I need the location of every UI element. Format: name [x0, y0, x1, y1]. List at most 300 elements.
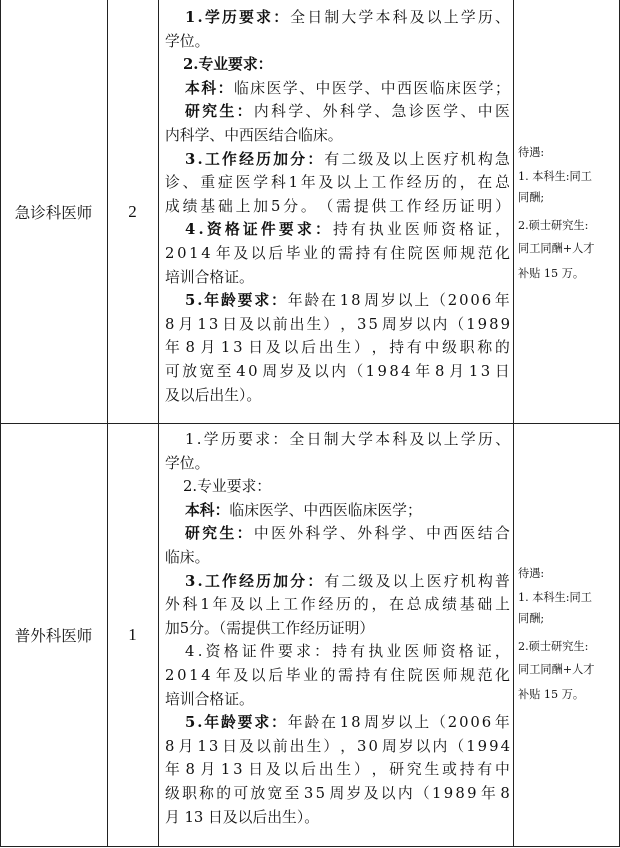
requirement-text: 持 — [332, 643, 348, 661]
requirement-text: 出 — [289, 315, 305, 333]
requirement-text: 9 — [489, 737, 499, 755]
requirement-line — [165, 618, 510, 640]
requirement-text: 3 — [303, 785, 314, 802]
requirement-text: 职 — [459, 339, 475, 357]
requirement-heading: 研 — [185, 103, 200, 121]
requirement-text: 1 — [189, 245, 199, 262]
requirement-text: 有 — [477, 761, 493, 779]
requirement-text: 可 — [165, 363, 180, 380]
requirement-text: 9 — [467, 785, 477, 802]
headcount: 2 — [128, 201, 137, 221]
requirement-text: 以 — [415, 315, 431, 333]
requirement-line — [165, 290, 510, 312]
requirement-text: ） — [323, 737, 339, 755]
requirement-text: 0 — [248, 363, 258, 380]
requirement-text: 0 — [470, 714, 480, 732]
requirement-text: 后 — [301, 761, 316, 779]
benefit-line: 同酬; — [518, 612, 545, 625]
requirement-text: 中 — [380, 79, 396, 97]
requirement-heading: . — [197, 150, 203, 168]
requirement-text: （ — [414, 785, 430, 802]
requirement-line — [165, 149, 510, 171]
requirement-line — [165, 78, 510, 100]
requirement-text: 本 — [375, 9, 391, 26]
requirement-text: 的 — [320, 667, 336, 684]
requirement-text: 2 — [165, 667, 175, 684]
requirement-text: 急 — [495, 150, 510, 168]
requirement-text: 4 — [500, 737, 510, 755]
requirement-text: 总 — [406, 596, 422, 614]
table-column-divider — [158, 0, 159, 847]
requirement-text: 中 — [477, 103, 493, 121]
requirement-text: 有 — [350, 221, 366, 239]
requirement-text: 0 — [177, 667, 187, 684]
requirement-text: 中 — [424, 339, 440, 357]
requirement-text: ， — [459, 174, 475, 192]
requirement-text: 岁 — [380, 714, 396, 732]
requirement-heading: 经 — [239, 572, 254, 590]
requirement-text: （ — [318, 197, 334, 215]
requirement-text: 至 — [216, 363, 232, 380]
table-column-divider — [513, 0, 514, 847]
position-name: 急诊科医师 — [14, 203, 93, 222]
requirement-text: 制 — [323, 431, 339, 448]
requirement-text: 龄 — [304, 714, 320, 732]
requirement-text: 有 — [350, 643, 366, 661]
requirement-heading: 分 — [290, 572, 306, 590]
position-name: 普外科医师 — [14, 626, 93, 645]
requirement-line — [165, 314, 510, 336]
requirement-text: 年 — [165, 761, 180, 779]
requirement-heading: 科 — [201, 79, 217, 97]
requirement-text: 证 — [476, 643, 492, 661]
requirement-text: 加5分。（需提供工作经历证明） — [165, 619, 375, 637]
requirement-text: 8 — [165, 737, 175, 755]
requirement-text: 师 — [442, 667, 458, 684]
requirement-text: 制 — [324, 9, 340, 26]
requirement-text: 急 — [391, 103, 407, 121]
requirement-text: ， — [371, 596, 387, 614]
requirement-text: （ — [348, 363, 364, 380]
requirement-text: 学位。 — [165, 32, 210, 50]
requirement-text: 二 — [341, 572, 357, 590]
requirement-text: 宽 — [267, 785, 283, 802]
requirement-text: 以 — [283, 339, 299, 357]
requirement-text: 研 — [389, 761, 405, 779]
requirement-line — [165, 807, 510, 829]
requirement-text: 工 — [371, 174, 387, 192]
requirement-text: 年 — [165, 339, 180, 357]
requirement-text: 科 — [392, 431, 408, 448]
requirement-text: 外 — [357, 525, 372, 543]
requirement-text: 年 — [300, 174, 316, 192]
requirement-text: 医 — [271, 525, 286, 543]
requirement-text: 外 — [165, 596, 180, 614]
requirement-text: 及 — [265, 761, 281, 779]
requirement-text: 学 — [348, 79, 363, 97]
requirement-text: 及 — [230, 596, 246, 614]
requirement-text: 资 — [440, 643, 456, 661]
requirement-text: 8 — [185, 339, 195, 357]
requirement-heading: 5 — [185, 292, 196, 310]
table-bottom-border — [0, 846, 620, 847]
requirement-text: 9 — [500, 315, 510, 333]
requirement-text: 结 — [477, 525, 493, 543]
benefit-line: 同工同酬+人才 — [518, 242, 595, 255]
requirement-text: 生 — [306, 737, 322, 755]
requirement-text: 要 — [238, 431, 253, 448]
requirement-text: 周 — [381, 737, 397, 755]
requirement-heading: . — [198, 221, 204, 239]
requirement-text: 日 — [306, 431, 322, 448]
requirement-text: 及 — [239, 737, 254, 755]
requirement-heading: ： — [217, 79, 233, 97]
requirement-text: 医 — [405, 221, 420, 239]
requirement-text: . — [196, 431, 202, 448]
requirement-text: 机 — [460, 150, 476, 168]
requirement-heading: 求 — [256, 9, 271, 26]
requirement-text: 作 — [389, 174, 404, 192]
requirement-text: 诊 — [408, 103, 424, 121]
requirement-heading: 5 — [185, 714, 196, 732]
requirement-text: 临 — [429, 79, 445, 97]
requirement-text: 1 — [339, 714, 350, 732]
requirement-text: 及 — [318, 174, 334, 192]
requirement-text: 岁 — [346, 785, 362, 802]
requirement-text: ， — [340, 737, 356, 755]
requirement-text: 经 — [318, 596, 334, 614]
requirement-text: 大 — [340, 431, 356, 448]
requirement-text: 本 — [375, 431, 391, 448]
requirement-heading: 2.专业要求： — [183, 56, 273, 74]
requirement-heading: 件 — [260, 221, 276, 239]
requirement-heading: 历 — [256, 572, 271, 590]
requirement-text: 、 — [305, 103, 321, 121]
requirement-text: 1 — [288, 174, 299, 192]
requirement-text: 资 — [205, 643, 221, 661]
requirement-text: 持 — [355, 245, 371, 262]
requirement-line — [165, 54, 510, 76]
requirement-text: 称 — [199, 785, 214, 802]
requirement-text: 格 — [459, 221, 474, 239]
requirement-text: 3 — [357, 737, 367, 755]
requirement-heading: 分 — [290, 150, 306, 168]
requirement-text: 供 — [371, 197, 387, 215]
requirement-text: 医 — [413, 79, 429, 97]
requirement-text: 级 — [165, 785, 180, 802]
requirement-heading: 加 — [273, 150, 289, 168]
requirement-heading: 学 — [204, 9, 220, 26]
requirement-text: ， — [340, 315, 356, 333]
requirement-text: 历 — [477, 9, 493, 26]
requirement-text: 床 — [446, 79, 461, 97]
requirement-text: 医 — [494, 103, 510, 121]
requirement-text: 出 — [289, 737, 305, 755]
requirement-text: 机 — [460, 572, 476, 590]
requirement-text: 9 — [377, 363, 387, 380]
requirement-text: 证 — [459, 197, 475, 215]
requirement-line — [165, 783, 510, 805]
requirement-text: 有 — [372, 667, 388, 684]
requirement-heading: 要 — [239, 9, 254, 26]
requirement-text: 以 — [397, 714, 413, 732]
requirement-text: 日 — [494, 363, 510, 380]
requirement-text: 以 — [283, 761, 299, 779]
requirement-text: 学 — [288, 103, 304, 121]
requirement-text: 4 — [201, 667, 211, 684]
requirement-text: 成 — [424, 596, 440, 614]
requirement-heading: 历 — [256, 150, 271, 168]
requirement-text: 3 — [233, 761, 243, 779]
requirement-text: 症 — [217, 174, 233, 192]
requirement-text: 0 — [368, 737, 378, 755]
requirement-text: 8 — [389, 363, 399, 380]
benefit-line: 2.硕士研究生: — [518, 219, 589, 232]
requirement-text: 1 — [197, 315, 207, 333]
benefit-line: 待遇: — [518, 146, 545, 159]
requirement-text: 诊 — [165, 174, 180, 192]
requirement-text: 普 — [495, 572, 510, 590]
requirement-heading: 龄 — [220, 714, 236, 732]
requirement-text: 业 — [387, 221, 402, 239]
requirement-text: 宽 — [199, 363, 215, 380]
requirement-heading: 本科： — [185, 501, 230, 519]
requirement-text: 科 — [339, 103, 355, 121]
requirement-heading: 究 — [202, 103, 218, 121]
requirement-text: 、 — [495, 431, 510, 448]
requirement-text: ； — [494, 79, 510, 97]
requirement-line — [165, 337, 510, 359]
requirement-text: 业 — [386, 643, 402, 661]
requirement-text: 周 — [329, 785, 345, 802]
requirement-text: 分 — [283, 197, 299, 215]
requirement-text: 医 — [404, 643, 420, 661]
requirement-text: 月 — [178, 315, 194, 333]
requirement-text: 1 — [466, 315, 476, 333]
headcount: 1 — [128, 624, 137, 644]
requirement-text: 医 — [331, 79, 347, 97]
requirement-text: （ — [431, 714, 446, 732]
requirement-text: 规 — [460, 667, 476, 684]
requirement-text: （ — [431, 292, 446, 310]
requirement-text: 需 — [338, 667, 353, 684]
requirement-text: 中 — [315, 79, 331, 97]
requirement-text: 学位。 — [165, 454, 210, 472]
requirement-text: 至 — [284, 785, 300, 802]
requirement-text: 以 — [336, 174, 351, 192]
requirement-heading: . — [197, 292, 203, 310]
requirement-line — [165, 101, 510, 123]
requirement-text: 及 — [375, 572, 391, 590]
requirement-text: 内 — [331, 363, 347, 380]
requirement-text: 在 — [389, 596, 404, 614]
requirement-text: 3 — [357, 315, 367, 333]
requirement-text: ， — [371, 761, 387, 779]
requirement-text: 0 — [470, 292, 480, 310]
requirement-text: 生 — [336, 339, 352, 357]
requirement-text: 持 — [389, 339, 405, 357]
requirement-text: 业 — [303, 667, 318, 684]
benefit-line: 2.硕士研究生: — [518, 640, 589, 653]
requirement-text: 1 — [220, 761, 231, 779]
requirement-text: 历 — [478, 431, 493, 448]
requirement-text: 有 — [324, 572, 340, 590]
requirement-line — [165, 759, 510, 781]
requirement-heading: 3 — [185, 150, 196, 168]
requirement-text: 8 — [489, 315, 499, 333]
requirement-text: 加 — [253, 197, 269, 215]
requirement-line — [165, 665, 510, 687]
requirement-text: 8 — [455, 785, 465, 802]
requirement-text: 格 — [223, 643, 239, 661]
requirement-text: 后 — [301, 339, 316, 357]
requirement-text: 称 — [477, 339, 493, 357]
requirement-text: 格 — [458, 643, 474, 661]
requirement-text: 及 — [265, 339, 281, 357]
requirement-text: 3 — [208, 737, 219, 755]
requirement-text: 8 — [185, 761, 195, 779]
requirement-text: 医 — [425, 245, 441, 262]
requirement-text: ） — [495, 197, 510, 215]
requirement-text: 上 — [443, 431, 459, 448]
requirement-text: 1 — [189, 667, 199, 684]
requirement-text: 师 — [423, 221, 438, 239]
benefit-line: 补贴 15 万。 — [518, 688, 585, 701]
requirement-text: 执 — [368, 643, 384, 661]
requirement-text: 医 — [426, 572, 442, 590]
requirement-text: ） — [353, 761, 369, 779]
requirement-text: 9 — [443, 785, 454, 802]
requirement-text: 经 — [424, 197, 440, 215]
requirement-text: 的 — [494, 339, 510, 357]
requirement-heading: ： — [273, 9, 289, 26]
requirement-heading: 历 — [222, 9, 237, 26]
requirement-text: 执 — [369, 221, 384, 239]
requirement-text: 础 — [217, 197, 233, 215]
requirement-heading: . — [197, 572, 203, 590]
requirement-text: 需 — [336, 197, 351, 215]
requirement-text: 有 — [406, 339, 422, 357]
requirement-text: 3 — [480, 363, 491, 380]
requirement-heading: 生 — [219, 103, 235, 121]
requirement-text: 临床医学、中西医临床医学； — [229, 501, 422, 519]
requirement-text: 医 — [235, 174, 251, 192]
requirement-text: 岁 — [398, 737, 414, 755]
requirement-text: 件 — [259, 643, 275, 661]
requirement-heading: ： — [307, 150, 323, 168]
requirement-heading: 4 — [185, 221, 196, 239]
requirement-line — [165, 571, 510, 593]
requirement-text: 以 — [255, 737, 271, 755]
requirement-text: 以 — [415, 737, 431, 755]
requirement-text: 内科学、中西医结合临床。 — [165, 127, 343, 144]
requirement-text: 生 — [424, 761, 440, 779]
requirement-heading: 证 — [242, 221, 258, 239]
benefit-line: 同工同酬+人才 — [518, 663, 595, 676]
requirement-text: 或 — [442, 761, 457, 779]
requirement-text: 规 — [460, 245, 476, 262]
requirement-text: 毕 — [285, 667, 301, 684]
requirement-text: 疗 — [443, 572, 459, 590]
requirement-text: 住 — [390, 245, 406, 262]
requirement-text: 以 — [247, 596, 263, 614]
requirement-heading: 经 — [239, 150, 254, 168]
requirement-text: 全 — [289, 431, 305, 448]
requirement-heading: 要 — [278, 221, 294, 239]
requirement-text: ） — [353, 339, 369, 357]
requirement-text: 前 — [272, 737, 288, 755]
requirement-text: 年 — [415, 363, 431, 380]
requirement-text: 提 — [353, 197, 369, 215]
requirement-text: 历 — [442, 197, 457, 215]
requirement-text: 在 — [477, 174, 493, 192]
requirement-text: ， — [494, 643, 510, 661]
requirement-text: 、 — [299, 79, 314, 97]
requirement-text: 历 — [336, 596, 351, 614]
requirement-heading: 1 — [185, 9, 196, 26]
requirement-text: 的 — [320, 245, 336, 262]
requirement-text: 年 — [287, 714, 303, 732]
requirement-text: 师 — [442, 245, 458, 262]
requirement-text: 师 — [422, 643, 438, 661]
requirement-text: 工 — [283, 596, 299, 614]
requirement-text: 及 — [409, 9, 425, 26]
requirement-text: 学 — [253, 174, 269, 192]
requirement-text: 求 — [296, 643, 311, 661]
requirement-heading: 究 — [202, 525, 218, 543]
requirement-heading: 求 — [254, 714, 270, 732]
requirement-heading: . — [197, 714, 203, 732]
requirement-text: 以 — [255, 315, 271, 333]
requirement-text: 5 — [368, 315, 378, 333]
requirement-text: 岁 — [380, 292, 396, 310]
requirement-text: 9 — [477, 737, 488, 755]
requirement-text: 学 — [460, 9, 476, 26]
requirement-text: 内 — [432, 737, 448, 755]
requirement-text: 及 — [375, 150, 391, 168]
requirement-text: 化 — [495, 245, 510, 262]
requirement-text: 学 — [203, 431, 219, 448]
requirement-text: 总 — [495, 174, 510, 192]
requirement-text: 科 — [392, 9, 408, 26]
requirement-text: 大 — [341, 9, 357, 26]
requirement-heading: 研 — [185, 525, 200, 543]
requirement-text: ： — [314, 643, 329, 661]
requirement-text: 以 — [392, 572, 408, 590]
requirement-line — [165, 243, 510, 265]
requirement-heading: . — [197, 9, 203, 26]
requirement-heading: 3 — [185, 572, 196, 590]
requirement-text: 临床。 — [165, 549, 210, 566]
requirement-line — [165, 689, 510, 711]
requirement-text: （ — [449, 315, 465, 333]
requirement-text: 的 — [442, 174, 457, 192]
requirement-text: 成 — [165, 197, 180, 215]
requirement-text: 内 — [397, 785, 413, 802]
requirement-text: 上 — [265, 596, 281, 614]
requirement-text: 科 — [270, 174, 286, 192]
requirement-text: 2.专业要求： — [183, 478, 272, 496]
requirement-line — [165, 641, 510, 663]
requirement-text: 住 — [390, 667, 406, 684]
requirement-text: 合 — [494, 525, 510, 543]
requirement-text: 中 — [253, 525, 269, 543]
requirement-text: 及以后出生）。 — [165, 386, 262, 404]
requirement-text: 及 — [363, 785, 379, 802]
requirement-heading: 求 — [254, 292, 270, 310]
requirement-line — [165, 125, 510, 147]
requirement-heading: 加 — [273, 572, 289, 590]
